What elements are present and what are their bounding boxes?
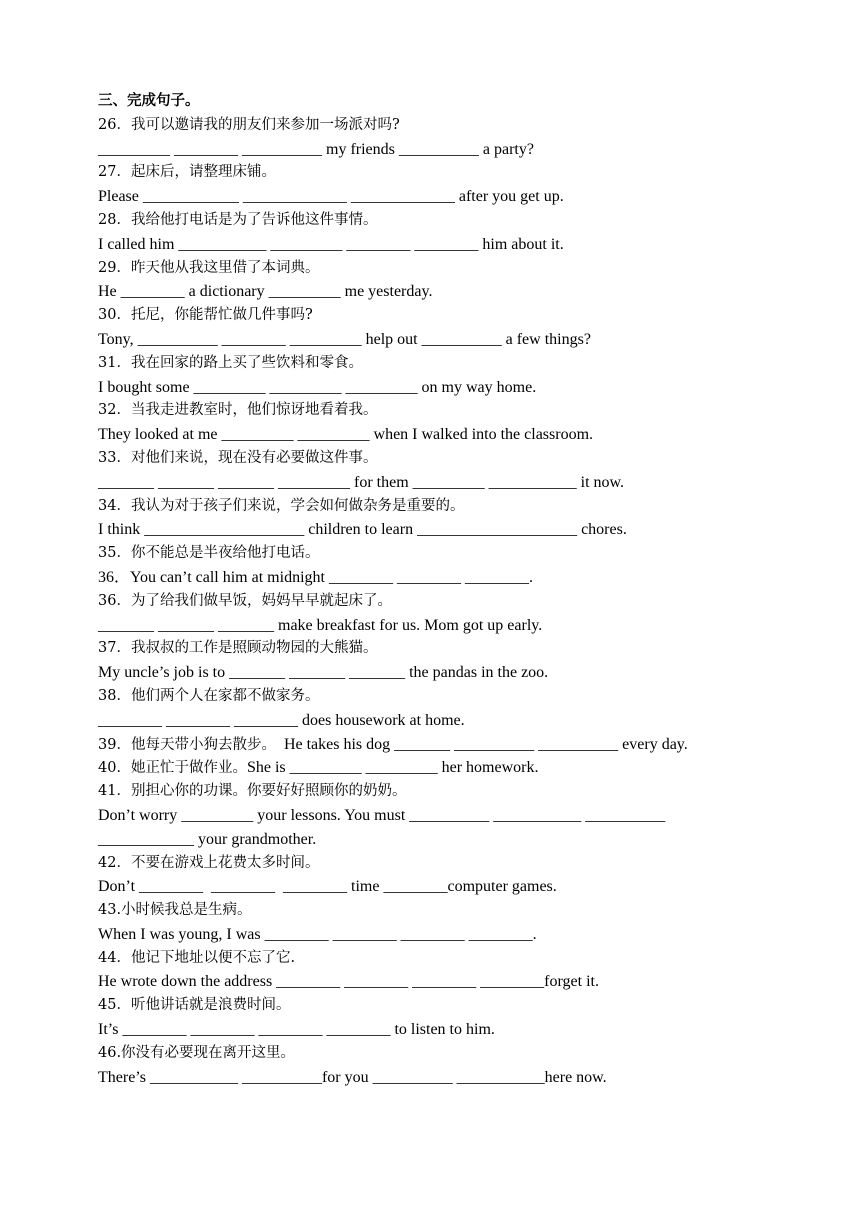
english-sentence: Tony, __________ ________ _________ help out __________ a few things? (98, 330, 591, 348)
chinese-prompt: 44．他记下地址以便不忘了它. (98, 949, 296, 966)
chinese-prompt: 34．我认为对于孩子们来说，学会如何做杂务是重要的。 (98, 497, 465, 514)
english-sentence: _______ _______ _______ make breakfast for us. Mom got up early. (98, 616, 543, 634)
exercise-line-mixed (98, 733, 798, 757)
exercise-line-mixed (98, 756, 798, 780)
english-sentence: Please ____________ _____________ _____________ after you get up. (98, 188, 564, 206)
english-sentence: They looked at me _________ _________ when I walked into the classroom. (98, 426, 594, 444)
english-sentence: I bought some _________ _________ _________ on my way home. (98, 378, 537, 396)
english-sentence: _______ _______ _______ _________ for them _________ ___________ it now. (98, 473, 625, 491)
english-sentence: Don’t ________ ________ ________ time ________computer games. (98, 878, 557, 896)
chinese-prompt: 30．托尼，你能帮忙做几件事吗? (98, 307, 313, 324)
english-sentence: My uncle’s job is to _______ _______ _______ the pandas in the zoo. (98, 664, 549, 682)
english-sentence: _________ ________ __________ my friends __________ a party? (98, 140, 534, 158)
english-sentence: There’s ___________ __________for you __________ ___________here now. (98, 1068, 607, 1086)
english-sentence: She is _________ _________ her homework. (246, 759, 539, 777)
chinese-prompt: 38．他们两个人在家都不做家务。 (98, 687, 320, 704)
chinese-prompt: 45．听他讲话就是浪费时间。 (98, 997, 291, 1014)
chinese-prompt: 32．当我走进教室时，他们惊讶地看着我。 (98, 402, 378, 419)
english-sentence: He takes his dog _______ __________ __________ every day. (275, 735, 688, 753)
english-sentence: Don’t worry _________ your lessons. You must __________ ___________ __________ (98, 806, 666, 824)
english-sentence: When I was young, I was ________ ________ ________ ________. (98, 925, 537, 943)
chinese-prompt: 26．我可以邀请我的朋友们来参加一场派对吗? (98, 116, 400, 133)
chinese-prompt: 28．我给他打电话是为了告诉他这件事情。 (98, 211, 378, 228)
chinese-prompt: 41．别担心你的功课。你要好好照顾你的奶奶。 (98, 783, 407, 800)
chinese-prompt: 40．她正忙于做作业。 (98, 760, 247, 777)
worksheet-page (98, 90, 798, 1089)
chinese-prompt: 46.你没有必要现在离开这里。 (98, 1044, 296, 1061)
chinese-prompt: 27．起床后，请整理床铺。 (98, 164, 276, 181)
english-sentence: It’s ________ ________ ________ ________ to listen to him. (98, 1021, 495, 1039)
english-sentence: ____________ your grandmother. (98, 830, 317, 848)
chinese-prompt: 43.小时候我总是生病。 (98, 902, 252, 919)
chinese-prompt: 31．我在回家的路上买了些饮料和零食。 (98, 354, 363, 371)
chinese-prompt: 36．为了给我们做早饭，妈妈早早就起床了。 (98, 592, 392, 609)
english-sentence: ________ ________ ________ does housework at home. (98, 711, 465, 729)
exercise-list (98, 114, 798, 1090)
english-sentence: He wrote down the address ________ ________ ________ ________forget it. (98, 973, 599, 991)
english-sentence: He ________ a dictionary _________ me yesterday. (98, 283, 433, 301)
chinese-prompt: 33．对他们来说，现在没有必要做这件事。 (98, 449, 378, 466)
section-heading: 三、完成句子。 (98, 93, 200, 109)
chinese-prompt: 29．昨天他从我这里借了本词典。 (98, 259, 320, 276)
chinese-prompt: 35．你不能总是半夜给他打电话。 (98, 545, 320, 562)
english-sentence: I called him ___________ _________ ________ ________ him about it. (98, 235, 564, 253)
chinese-prompt: 39．他每天带小狗去散步。 (98, 736, 276, 753)
english-sentence: I think ____________________ children to learn ____________________ chores. (98, 521, 627, 539)
chinese-prompt: 37．我叔叔的工作是照顾动物园的大熊猫。 (98, 640, 378, 657)
chinese-prompt: 42．不要在游戏上花费太多时间。 (98, 854, 320, 871)
english-sentence: 36．You can’t call him at midnight ________ ________ ________. (98, 568, 533, 586)
